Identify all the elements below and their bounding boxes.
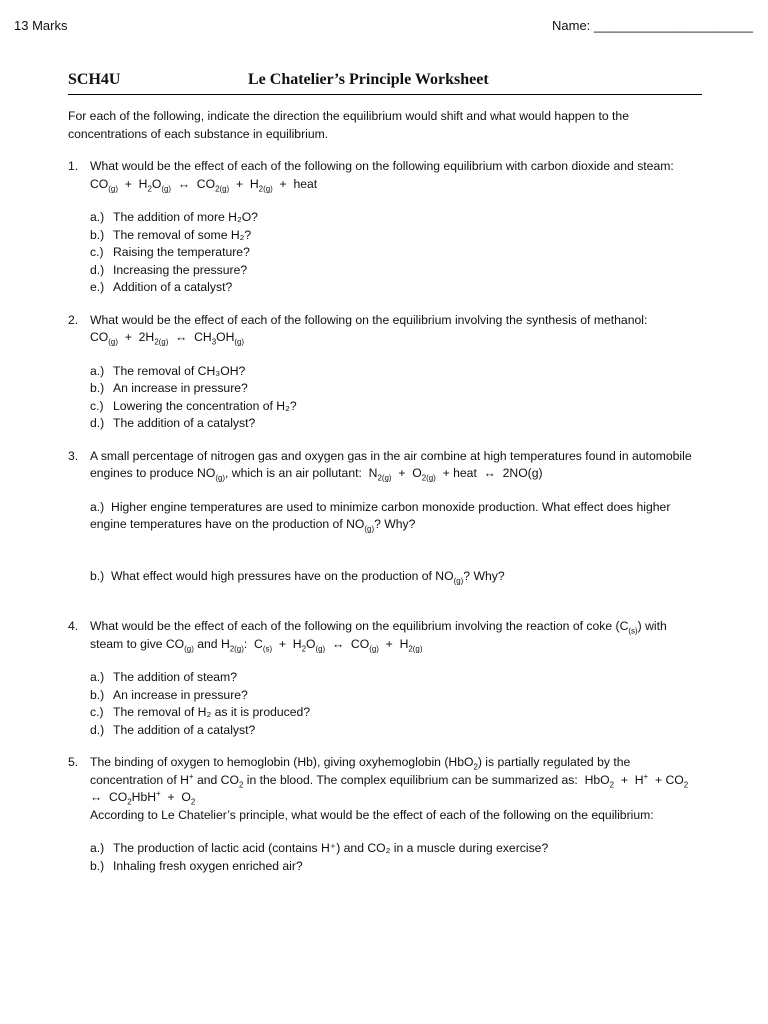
question-5	[68, 754, 702, 875]
course-code: SCH4U	[68, 71, 121, 88]
list-item: a.) The addition of more H₂O?	[90, 210, 258, 224]
sub-question-b: b.) What effect would high pressures have on the production of $NO_{(g)}$? Why?	[90, 568, 505, 585]
list-item: c.) Lowering the concentration of H₂?	[90, 398, 297, 413]
worksheet	[68, 68, 702, 890]
question-number: 3.	[68, 448, 79, 463]
sub-question-a: a.) Higher engine temperatures are used to minimize carbon monoxide production. What effect does higher engine temperatures have on the production of $NO_{(g)}$? Why?	[90, 499, 671, 534]
question-instruction: According to Le Chatelier’s principle, what would be the effect of each of the following on the equilibrium:	[90, 807, 654, 822]
question-3	[68, 448, 702, 604]
list-item: e.) Addition of a catalyst?	[90, 280, 233, 294]
list-item: c.) Raising the temperature?	[90, 245, 250, 259]
question-number: 5.	[68, 755, 79, 769]
question-text: What would be the effect of each of the following on the following equilibrium with carbon dioxide and steam:	[90, 159, 674, 173]
question-number: 4.	[68, 619, 79, 633]
instructions: For each of the following, indicate the direction the equilibrium would shift and what would happen to the concentrations of each substance in equilibrium.	[68, 109, 629, 141]
question-2	[68, 312, 702, 433]
list-item: a.) The addition of steam?	[90, 670, 237, 684]
marks-label: 13 Marks	[14, 18, 68, 33]
title-bar	[68, 68, 702, 95]
question-text: What would be the effect of each of the following on the equilibrium involving the reaction of coke $(C_{(s)})$ with steam to give $CO_{(g)}$ and $H_{2(g)}$: $C_{(s)} + H_2O_{(g)}$ ↔ $CO_{(g)} + H_{2(g)}$	[90, 619, 667, 653]
list-item: c.) The removal of H₂ as it is produced?	[90, 705, 311, 719]
question-number: 1.	[68, 159, 79, 173]
question-number: 2.	[68, 312, 79, 327]
question-text: A small percentage of nitrogen gas and oxygen gas in the air combine at high temperatures found in automobile engines to produce $NO_{(g)}$, which is an air pollutant: $N_{2(g)} + O_{2(g)}$ + heat ↔ 2NO(g)	[90, 448, 692, 483]
name-field-label: Name: ______________________	[552, 18, 753, 33]
list-item: d.) The addition of a catalyst?	[90, 722, 256, 737]
list-item: a.) The production of lactic acid (contains H⁺) and CO₂ in a muscle during exercise?	[90, 841, 549, 855]
list-item: a.) The removal of CH₃OH?	[90, 363, 246, 378]
equation-1: $CO_{(g)} + H_2O_{(g)}$ ↔ $CO_{2(g)} + H_{2(g)}$ + heat	[90, 176, 318, 193]
question-text: The binding of oxygen to hemoglobin (Hb), giving oxyhemoglobin (HbO$_2$) is partially regulated by the concentration of H+ and $CO_2$ in the blood. The complex equilibrium can be summarized as: $HbO_2 + H^+ + CO_2$ ↔ $CO_2HbH^+ + O_2$	[90, 755, 689, 807]
list-item: b.) An increase in pressure?	[90, 381, 248, 395]
equation-2: $CO_{(g)} + 2H_{2(g)}$ ↔ $CH_3OH_{(g)}$	[90, 330, 245, 347]
question-text: What would be the effect of each of the following on the equilibrium involving the synthesis of methanol:	[90, 312, 648, 327]
list-item: d.) The addition of a catalyst?	[90, 416, 256, 430]
list-item: b.) An increase in pressure?	[90, 687, 248, 702]
list-item: b.) The removal of some H₂?	[90, 227, 252, 242]
question-4	[68, 618, 702, 739]
list-item: d.) Increasing the pressure?	[90, 262, 248, 277]
page-header	[0, 18, 768, 38]
list-item: b.) Inhaling fresh oxygen enriched air?	[90, 858, 303, 873]
question-1	[68, 158, 702, 297]
page-title: Le Chatelier’s Principle Worksheet	[248, 71, 489, 88]
